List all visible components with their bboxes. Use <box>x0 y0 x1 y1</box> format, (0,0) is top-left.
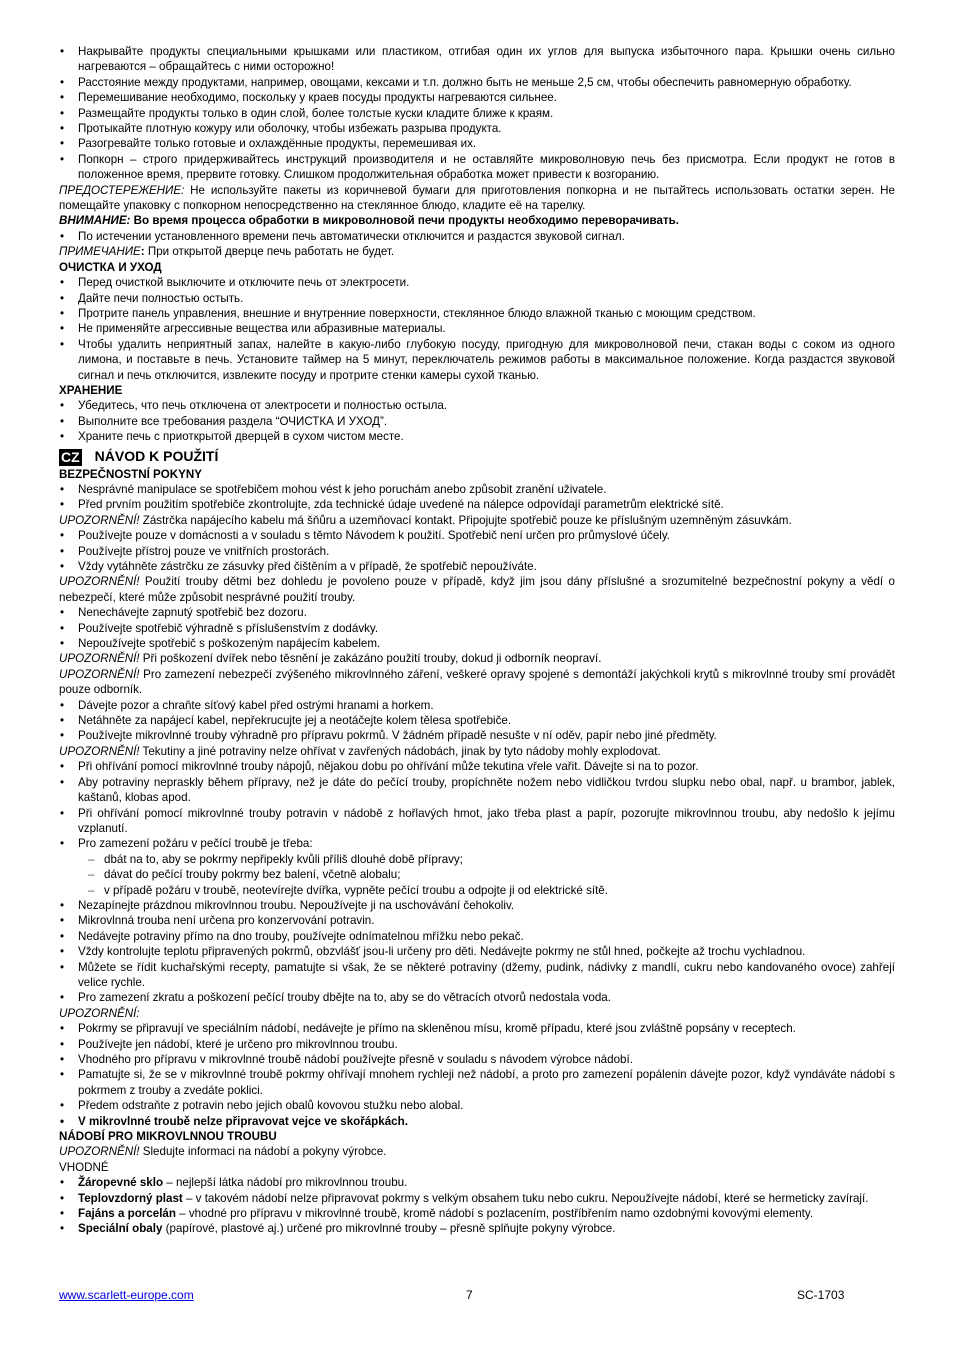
list-item: • Дайте печи полностью остыть. <box>59 291 895 306</box>
warning-label: UPOZORNĚNÍ! <box>59 1145 140 1159</box>
list-item: • Předem odstraňte z potravin nebo jejich obalů kovovou stužku nebo alobal. <box>59 1098 895 1113</box>
list-item: • Pro zamezení zkratu a poškození pečící trouby dbějte na to, aby se do větracích otvorů nedostala voda. <box>59 990 895 1005</box>
list-item <box>59 1191 895 1206</box>
page-footer <box>59 1288 895 1304</box>
section-heading-dishes: NÁDOBÍ PRO MIKROVLNNOU TROUBU <box>59 1130 277 1144</box>
warning-paragraph <box>59 513 895 528</box>
material-name: Teplovzdorný plast <box>78 1191 183 1205</box>
list-item: • Перемешивание необходимо, поскольку у краев посуды продукты нагреваются сильнее. <box>59 90 895 105</box>
list-item <box>59 1221 895 1236</box>
section-heading-safety: BEZPEČNOSTNÍ POKYNY <box>59 467 203 481</box>
note-paragraph <box>59 244 895 259</box>
list-item: • Не применяйте агрессивные вещества или абразивные материалы. <box>59 321 895 336</box>
sub-list-item: – dbát na to, aby se pokrmy nepřipekly kvůli příliš dlouhé době přípravy; <box>59 852 895 867</box>
list-item: • Nepoužívejte spotřebič s poškozeným napájecím kabelem. <box>59 636 895 651</box>
list-item: • Dávejte pozor a chraňte síťový kabel před ostrými hranami a horkem. <box>59 698 895 713</box>
list-item: • Používejte spotřebič výhradně s příslušenstvím z dodávky. <box>59 621 895 636</box>
list-item: • Протыкайте плотную кожуру или оболочку, чтобы избежать разрыва продукта. <box>59 121 895 136</box>
list-item: • Používejte mikrovlnné trouby výhradně pro přípravu pokrmů. V žádném případě nesušte v ní oděv, papír nebo jiné předměty. <box>59 728 895 743</box>
list-item: • Накрывайте продукты специальными крышками или пластиком, отгибая один их углов для выпуска избыточного пара. Крышки очень сильно нагреваются – обращайтесь с ними осторожно! <box>59 44 895 75</box>
warning-label-plain: UPOZORNĚNÍ: <box>59 1006 140 1020</box>
list-item: • Můžete se řídit kuchařskými recepty, pamatujte si však, že se některé potraviny (džemy, pudink, nádivky z mandlí, cukru nebo kandovaného ovoce) zahřejí velice rychle. <box>59 960 895 991</box>
material-text: – nejlepší látka nádobí pro mikrovlnnou troubu. <box>163 1176 408 1190</box>
list-item: • Nesprávné manipulace se spotřebičem mohou vést k jeho poruchám anebo způsobit zranění uživatele. <box>59 482 895 497</box>
list-item: • Выполните все требования раздела “ОЧИСТКА И УХОД”. <box>59 414 895 429</box>
website-link[interactable]: www.scarlett-europe.com <box>59 1288 194 1302</box>
material-text: – vhodné pro přípravu v mikrovlnné troubě, kromě nádobí s pozlacením, postříbřením namo ozdobnými kovovými elementy. <box>175 1207 814 1221</box>
warning-text: Použití trouby dětmi bez dohledu je povoleno pouze v případě, když jim jsou dány příslušné a srozumitelné bezpečnostní pokyny a vědí o nebezpečí, které může způsobit nesprávné použití trouby. <box>59 575 895 604</box>
list-item: • Vhodného pro přípravu v mikrovlnné troubě nádobí používejte přesně v souladu s návodem výrobce nádobí. <box>59 1052 895 1067</box>
section-heading-storage: ХРАНЕНИЕ <box>59 383 123 397</box>
warning-text: Zástrčka napájecího kabelu má šňůru a uzemňovací kontakt. Připojujte spotřebič pouze ke příslušným uzemněným zásuvkám. <box>139 513 792 527</box>
warning-paragraph <box>59 574 895 605</box>
list-item: • Попкорн – строго придерживайтесь инструкций производителя и не оставляйте микроволновую печь без присмотра. Если продукт не готов в положенное время, прервите готовку. Слишком продолжительная обработка может привести к возгоранию. <box>59 152 895 183</box>
list-item: • Při ohřívání pomocí mikrovlnné trouby potravin v nádobě z hořlavých hmot, jako třeba plast a papír, pozorujte mikrovlnnou troubu, aby nedošlo k jejímu vzplanutí. <box>59 806 895 837</box>
list-item: • Nenechávejte zapnutý spotřebič bez dozoru. <box>59 605 895 620</box>
list-item: • Pamatujte si, že se v mikrovlnné troubě pokrmy ohřívají mnohem rychleji než nádobí, a proto pro zamezení popálenin dávejte pozor, když vyndáváte nádobí s pokrmem z trouby a zvedáte poklici. <box>59 1067 895 1098</box>
caution-label: ПРЕДОСТЕРЕЖЕНИЕ: <box>59 183 185 197</box>
page-content <box>59 44 895 1237</box>
list-item <box>59 1206 895 1221</box>
list-item: • Mikrovlnná trouba není určena pro konzervování potravin. <box>59 913 895 928</box>
list-item: • Размещайте продукты только в один слой, более толстые куски кладите ближе к краям. <box>59 106 895 121</box>
attention-text: Во время процесса обработки в микроволновой печи продукты необходимо переворачивать. <box>130 214 679 228</box>
material-name: Speciální obaly <box>78 1222 163 1236</box>
warning-paragraph <box>59 667 895 698</box>
model-number: SC-1703 <box>797 1288 845 1302</box>
list-item: • Před prvním použitím spotřebiče zkontrolujte, zda technické údaje uvedené na nálepce odpovídají parametrům elektrické sítě. <box>59 497 895 512</box>
warning-paragraph <box>59 1144 895 1159</box>
list-item-bold: • V mikrovlnné troubě nelze připravovat vejce ve skořápkách. <box>59 1114 895 1129</box>
list-item: • Nedávejte potraviny přímo na dno trouby, používejte odnímatelnou mřížku nebo pekač. <box>59 929 895 944</box>
material-name: Žáropevné sklo <box>78 1176 164 1190</box>
material-text: – v takovém nádobí nelze připravovat pokrmy s velkým obsahem tuku nebo cukru. Nepoužívejte nádobí, které se hermeticky zavírají. <box>182 1191 869 1205</box>
list-item: • Расстояние между продуктами, например, овощами, кексами и т.п. должно быть не меньше 2,5 см, чтобы обеспечить равномерную обработку. <box>59 75 895 90</box>
warning-label: UPOZORNĚNÍ! <box>59 652 140 666</box>
language-code-badge: CZ <box>61 448 80 465</box>
list-item: • Vždy vytáhněte zástrčku ze zásuvky před čištěním a v případě, že spotřebič nepoužíváte. <box>59 559 895 574</box>
list-item: • По истечении установленного времени печь автоматически отключится и раздастся звуковой сигнал. <box>59 229 895 244</box>
warning-text: Tekutiny a jiné potraviny nelze ohřívat v zavřených nádobách, jinak by tyto nádoby mohly explodovat. <box>139 744 661 758</box>
attention-paragraph <box>59 213 895 228</box>
section-heading-cleaning: ОЧИСТКА И УХОД <box>59 260 162 274</box>
list-item: • Pokrmy se připravují ve speciálním nádobí, nedávejte je přímo na skleněnou mísu, kromě případu, které jsou zvláštně popsány v receptech. <box>59 1021 895 1036</box>
warning-text: Pro zamezení nebezpečí zvýšeného mikrovlnného záření, veškeré opravy spojené s demontáží jakýchkoli krytů s mikrovlnné trouby smí provádět pouze odborník. <box>59 667 895 697</box>
warning-label: UPOZORNĚNÍ! <box>59 513 140 527</box>
suitable-label: VHODNÉ <box>59 1160 109 1174</box>
list-item: • Aby potraviny nepraskly během přípravy, než je dáte do pečící trouby, propíchněte nožem nebo vidličkou tvrdou slupku nebo obal, např. u brambor, jablek, kaštanů, klobas apod. <box>59 775 895 806</box>
list-item: • Používejte pouze v domácnosti a v souladu s těmto Návodem k použití. Spotřebič není určen pro průmyslové účely. <box>59 528 895 543</box>
list-item: • Убедитесь, что печь отключена от электросети и полностью остыла. <box>59 398 895 413</box>
note-label: ПРИМЕЧАНИЕ <box>59 245 141 259</box>
list-item: • Разогревайте только готовые и охлаждённые продукты, перемешивая их. <box>59 136 895 151</box>
material-text: (papírové, plastové aj.) určené pro mikrovlnné trouby – přesně splňujte pokyny výrobce. <box>162 1222 616 1236</box>
list-item: • Храните печь с приоткрытой дверцей в сухом чистом месте. <box>59 429 895 444</box>
list-item: • Pro zamezení požáru v pečící troubě je třeba: <box>59 836 895 851</box>
list-item: • Při ohřívání pomocí mikrovlnné trouby nápojů, nějakou dobu po ohřívání může tekutina vřele vařit. Dávejte si na to pozor. <box>59 759 895 774</box>
list-item: • Používejte jen nádobí, které je určeno pro mikrovlnnou troubu. <box>59 1037 895 1052</box>
warning-text: Při poškození dvířek nebo těsnění je zakázáno použití trouby, dokud ji odborník neopraví. <box>139 652 602 666</box>
note-colon: : <box>140 245 145 259</box>
list-item: • Чтобы удалить неприятный запах, налейте в какую-либо глубокую посуду, пригодную для микроволновой печи, стакан воды с соком из одного лимона, и поставьте в печь. Установите таймер на 5 минут, переключатель режимов работы в максимальное положение. Когда раздастся звуковой сигнал и печь отключится, извлеките посуду и протрите стенки камеры сухой тканью. <box>59 337 895 383</box>
warning-text: Sledujte informaci na nádobí a pokyny výrobce. <box>139 1145 387 1159</box>
warning-paragraph <box>59 744 895 759</box>
list-item: • Vždy kontrolujte teplotu připravených pokrmů, obzvlášť jsou-li určeny pro děti. Nedávejte pokrmy ne stůl hned, počkejte až trochu vychladnou. <box>59 944 895 959</box>
page-number: 7 <box>466 1288 473 1302</box>
warning-paragraph <box>59 651 895 666</box>
list-item: • Nezapínejte prázdnou mikrovlnnou troubu. Nepoužívejte ji na uschovávání čehokoliv. <box>59 898 895 913</box>
list-item <box>59 1175 895 1190</box>
warning-label: UPOZORNĚNÍ! <box>59 575 140 589</box>
section-title: NÁVOD K POUŽITÍ <box>94 448 219 465</box>
sub-list-item: – v případě požáru v troubě, neotevírejte dvířka, vypněte pečící troubu a odpojte ji od elektrické sítě. <box>59 883 895 898</box>
caution-text: Не используйте пакеты из коричневой бумаги для приготовления попкорна и не пытайтесь использовать остатки зерен. Не помещайте упаковку с попкорном непосредственно на стеклянное блюдо, кладите её на тарелку. <box>59 183 895 213</box>
sub-list-item: – dávat do pečící trouby pokrmy bez balení, včetně alobalu; <box>59 867 895 882</box>
note-text: При открытой дверце печь работать не будет. <box>144 245 395 259</box>
list-item: • Netáhněte za napájecí kabel, nepřekrucujte jej a neotáčejte kolem tělesa spotřebiče. <box>59 713 895 728</box>
warning-label: UPOZORNĚNÍ! <box>59 667 140 681</box>
attention-label: ВНИМАНИЕ: <box>59 214 131 228</box>
language-section-header <box>59 448 895 467</box>
list-item: • Перед очисткой выключите и отключите печь от электросети. <box>59 275 895 290</box>
warning-label: UPOZORNĚNÍ! <box>59 744 140 758</box>
list-item: • Протрите панель управления, внешние и внутренние поверхности, стеклянное блюдо влажной тканью с моющим средством. <box>59 306 895 321</box>
list-item: • Používejte přístroj pouze ve vnitřních prostorách. <box>59 544 895 559</box>
caution-paragraph <box>59 183 895 214</box>
material-name: Fajáns a porcelán <box>78 1207 176 1221</box>
